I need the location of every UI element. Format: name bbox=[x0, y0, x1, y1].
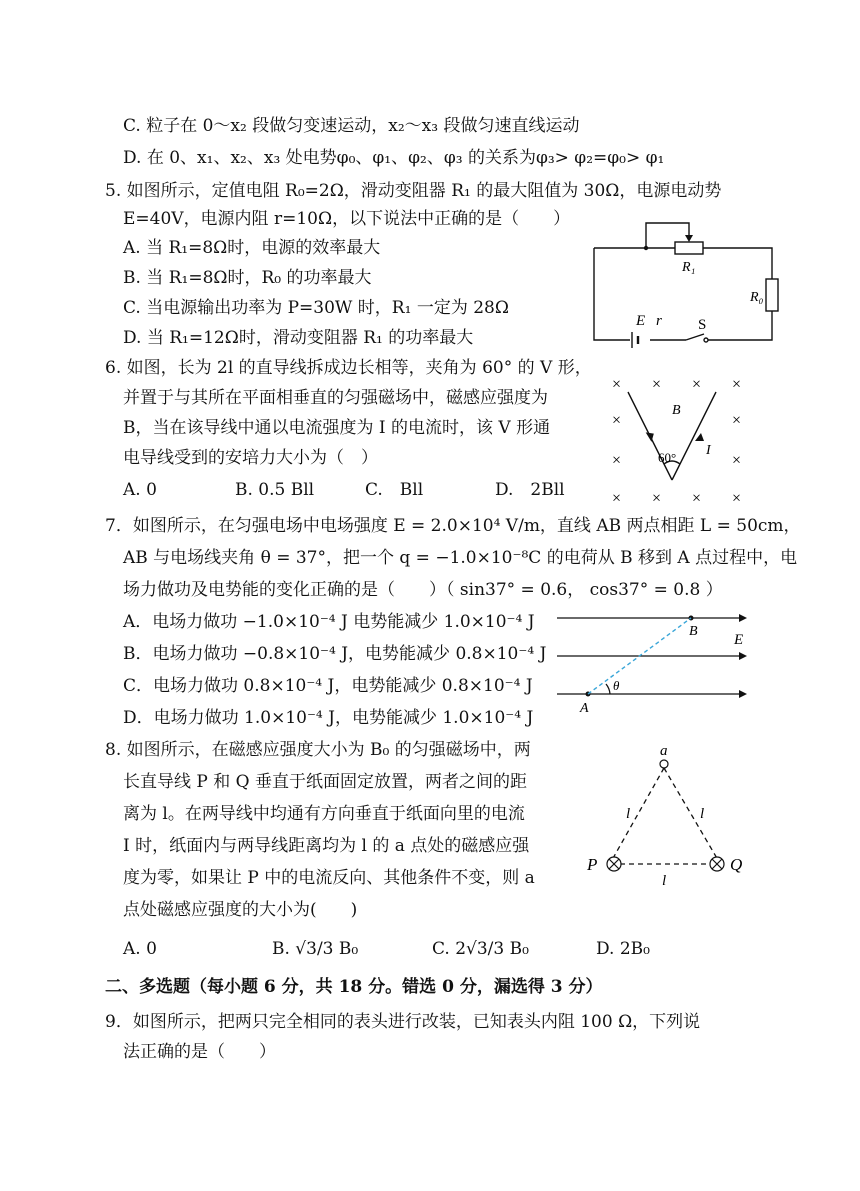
q5-option-d: D. 当 R₁=12Ω时，滑动变阻器 R₁ 的功率最大 bbox=[123, 328, 474, 348]
q8-fig-left-l-label: l bbox=[626, 806, 631, 822]
q5-fig-r1-label: R₁ bbox=[682, 260, 696, 275]
q6-stem-line3: B，当在该导线中通以电流强度为 I 的电流时，该 V 形通 bbox=[123, 418, 551, 438]
q6-fig-angle-label: 60° bbox=[658, 450, 677, 465]
q8-stem-line2: 长直导线 P 和 Q 垂直于纸面固定放置，两者之间的距 bbox=[123, 772, 527, 792]
q5-option-a: A. 当 R₁=8Ω时，电源的效率最大 bbox=[123, 238, 381, 258]
q6-option-a: A. 0 bbox=[123, 480, 157, 500]
q8-stem-line1: 8. 如图所示，在磁感应强度大小为 B₀ 的匀强磁场中，两 bbox=[105, 740, 531, 760]
q8-option-a: A. 0 bbox=[123, 939, 157, 959]
section2-heading: 二、多选题（每小题 6 分，共 18 分。错选 0 分，漏选得 3 分） bbox=[105, 977, 603, 997]
q8-fig-q-label: Q bbox=[730, 855, 743, 874]
q7-fig-theta-label: θ bbox=[613, 678, 620, 693]
q6-fig-i-label: I bbox=[706, 443, 711, 458]
q8-stem-line6: 点处磁感应强度的大小为( ) bbox=[123, 900, 358, 920]
q7-option-a: A．电场力做功 −1.0×10⁻⁴ J 电势能减少 1.0×10⁻⁴ J bbox=[123, 612, 535, 632]
q8-fig-right-l-label: l bbox=[700, 806, 705, 822]
q7-option-b: B．电场力做功 −0.8×10⁻⁴ J，电势能减少 0.8×10⁻⁴ J bbox=[123, 644, 547, 664]
q5-stem-line2: E=40V，电源内阻 r=10Ω，以下说法中正确的是（ ） bbox=[123, 209, 571, 229]
q6-option-b: B. 0.5 Bll bbox=[235, 480, 315, 500]
q6-fig-field-cross: × bbox=[692, 376, 702, 393]
q6-fig-field-cross: × bbox=[732, 412, 742, 429]
q8-fig-bottom-l-label: l bbox=[662, 873, 667, 889]
q9-stem-line2: 法正确的是（ ） bbox=[123, 1042, 276, 1062]
q7-option-c: C．电场力做功 0.8×10⁻⁴ J，电势能减少 0.8×10⁻⁴ J bbox=[123, 676, 533, 696]
q6-fig-field-cross: × bbox=[652, 376, 662, 393]
q9-stem-line1: 9．如图所示，把两只完全相同的表头进行改装，已知表头内阻 100 Ω，下列说 bbox=[105, 1012, 701, 1032]
q5-fig-e-label: E bbox=[636, 313, 646, 329]
q5-fig-r0-label: R₀ bbox=[750, 290, 764, 305]
q6-fig-field-cross: × bbox=[652, 490, 662, 507]
q5-stem-line1: 5. 如图所示，定值电阻 R₀=2Ω，滑动变阻器 R₁ 的最大阻值为 30Ω，电源电动势 bbox=[105, 181, 722, 201]
q8-triangle-diagram bbox=[582, 743, 762, 889]
q7-option-d: D．电场力做功 1.0×10⁻⁴ J，电势能减少 1.0×10⁻⁴ J bbox=[123, 708, 534, 728]
q8-stem-line4: I 时，纸面内与两导线距离均为 l 的 a 点处的磁感应强 bbox=[123, 836, 530, 856]
q6-option-d: D. 2Bll bbox=[495, 480, 565, 500]
q7-stem-line1: 7．如图所示，在匀强电场中电场强度 E = 2.0×10⁴ V/m，直线 AB 两点相距 L = 50cm， bbox=[105, 516, 801, 536]
q8-option-b: B. √3/3 B₀ bbox=[272, 939, 359, 959]
q8-fig-p-label: P bbox=[587, 855, 598, 874]
prev-option-c: C. 粒子在 0～x₂ 段做匀变速运动，x₂～x₃ 段做匀速直线运动 bbox=[123, 116, 580, 136]
q6-stem-line2: 并置于与其所在平面相垂直的匀强磁场中，磁感应强度为 bbox=[123, 388, 548, 408]
q6-fig-field-cross: × bbox=[612, 412, 622, 429]
q6-fig-field-cross: × bbox=[732, 376, 742, 393]
q6-vwire-diagram bbox=[600, 370, 760, 505]
q8-fig-a-label: a bbox=[660, 743, 668, 759]
q6-fig-field-cross: × bbox=[612, 376, 622, 393]
q6-stem-line1: 6. 如图，长为 2l 的直导线拆成边长相等，夹角为 60° 的 V 形， bbox=[105, 358, 592, 378]
q6-stem-line4: 电导线受到的安培力大小为（ ） bbox=[123, 448, 378, 468]
q8-option-c: C. 2√3/3 B₀ bbox=[432, 939, 529, 959]
q6-fig-b-label: B bbox=[672, 403, 681, 418]
q7-fig-a-label: A bbox=[580, 701, 589, 716]
prev-option-d: D. 在 0、x₁、x₂、x₃ 处电势φ₀、φ₁、φ₂、φ₃ 的关系为φ₃> φ₂=φ₀> φ₁ bbox=[123, 148, 665, 168]
q7-field-diagram bbox=[555, 608, 750, 733]
q5-fig-s-label: S bbox=[698, 317, 707, 333]
q7-fig-e-label: E bbox=[734, 632, 744, 648]
q6-option-c: C. Bll bbox=[365, 480, 424, 500]
q7-fig-b-label: B bbox=[689, 624, 698, 639]
q6-fig-field-cross: × bbox=[732, 490, 742, 507]
q5-circuit-diagram bbox=[590, 215, 790, 355]
q8-stem-line5: 度为零，如果让 P 中的电流反向、其他条件不变，则 a bbox=[123, 868, 535, 888]
q6-fig-field-cross: × bbox=[612, 490, 622, 507]
q7-stem-line2: AB 与电场线夹角 θ = 37°，把一个 q = −1.0×10⁻⁸C 的电荷从 B 移到 A 点过程中，电 bbox=[123, 548, 798, 568]
q7-stem-line3: 场力做功及电势能的变化正确的是（ ）（ sin37° = 0.6， cos37° = 0.8 ） bbox=[123, 580, 723, 600]
q6-fig-field-cross: × bbox=[612, 452, 622, 469]
q5-option-c: C. 当电源输出功率为 P=30W 时，R₁ 一定为 28Ω bbox=[123, 298, 509, 318]
q5-option-b: B. 当 R₁=8Ω时，R₀ 的功率最大 bbox=[123, 268, 372, 288]
q6-fig-field-cross: × bbox=[732, 452, 742, 469]
q8-option-d: D. 2B₀ bbox=[596, 939, 650, 959]
q6-fig-field-cross: × bbox=[692, 490, 702, 507]
q8-stem-line3: 离为 l。在两导线中均通有方向垂直于纸面向里的电流 bbox=[123, 804, 525, 824]
q5-fig-r-label: r bbox=[656, 313, 662, 329]
